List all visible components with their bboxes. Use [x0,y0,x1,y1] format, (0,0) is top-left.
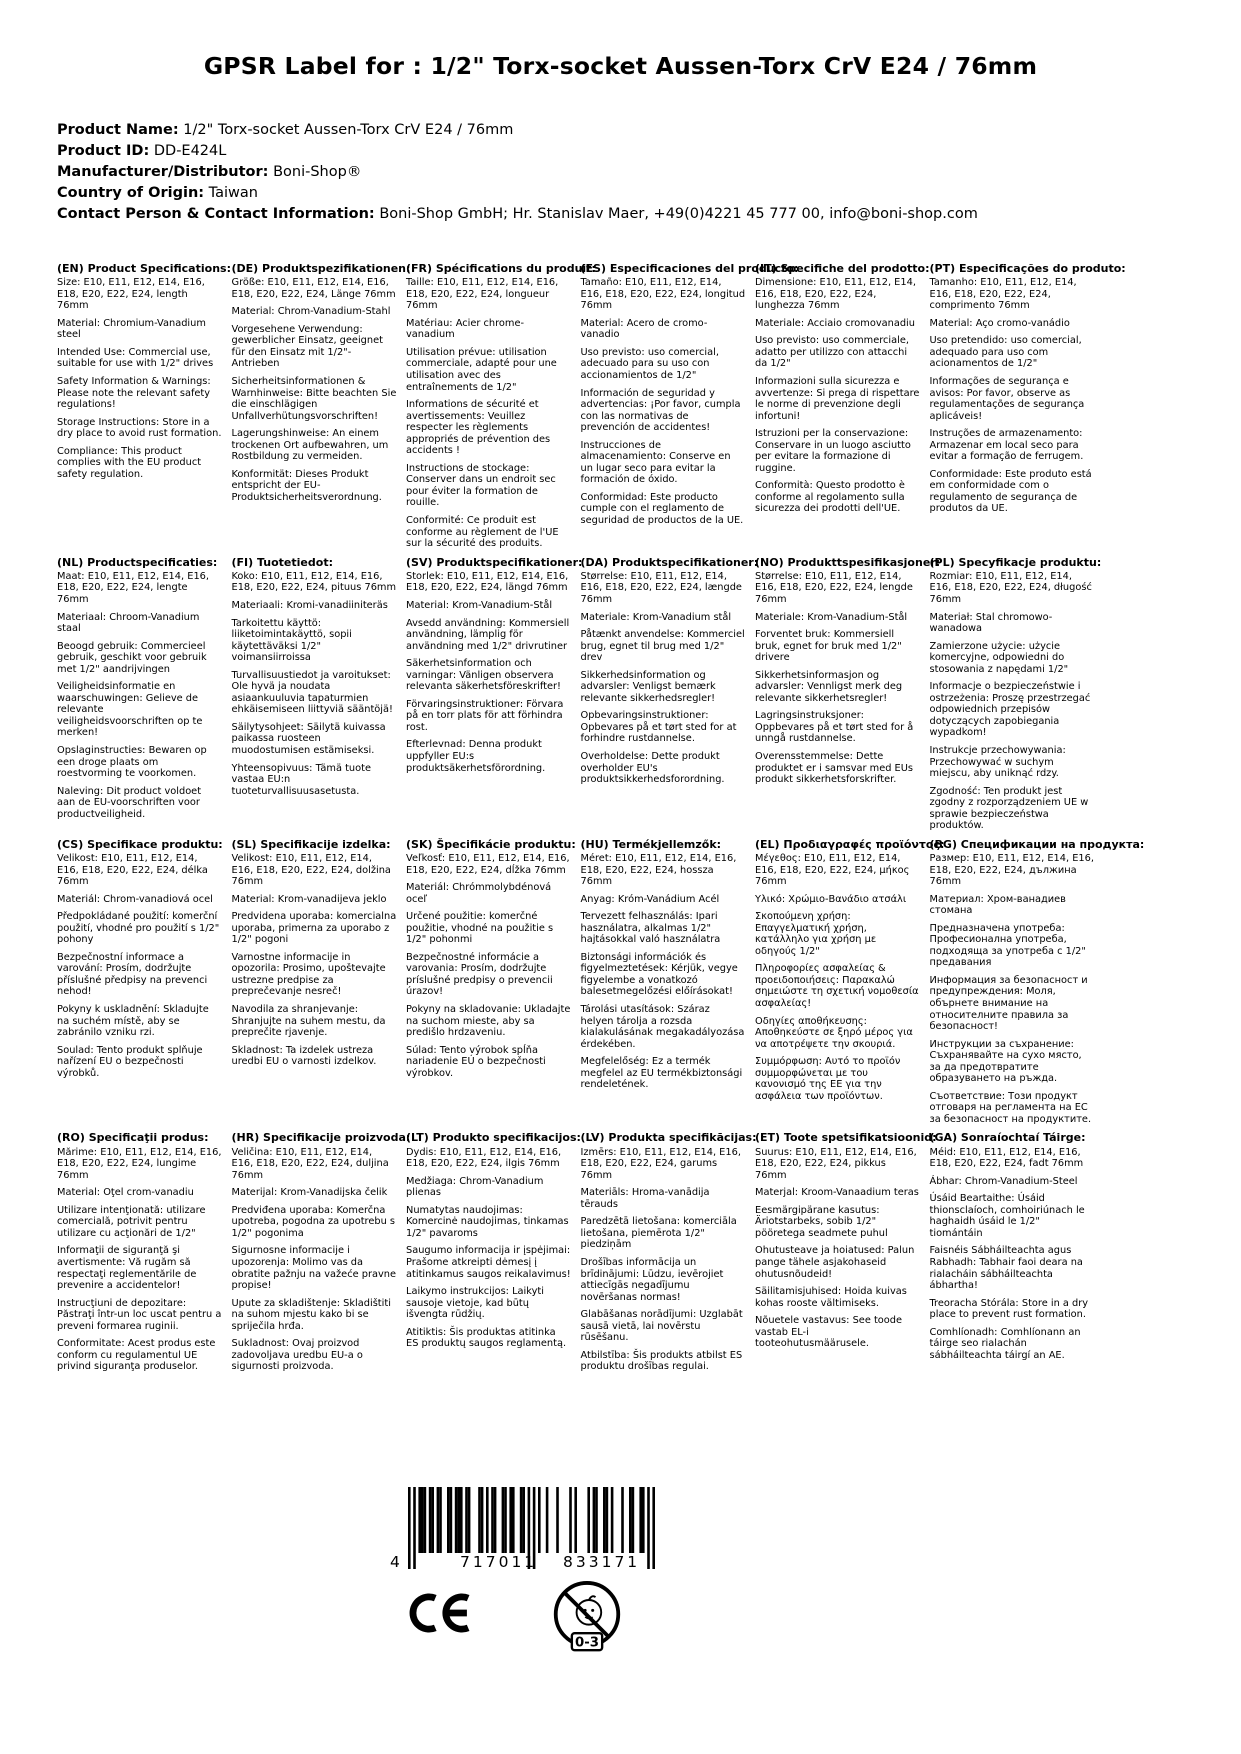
lang-block-sv [406,555,583,780]
spec-paragraph: Istruzioni per la conservazione: Conservare in un luogo asciutto per evitare la formazione di ruggine. [755,428,911,474]
product-info-line [57,162,978,183]
spec-paragraph: Material: Krom-Vanadium-Stål [406,599,553,611]
spec-paragraph: Bezpečnostné informácie a varovania: Prosím, dodržujte príslušné predpisy o prevencii úrazov! [406,951,553,998]
spec-paragraph: Información de seguridad y advertencias: ¡Por favor, cumpla con las normativas de prevención de accidentes! [580,387,741,434]
product-info [57,120,978,225]
spec-paragraph: Conformidad: Este producto cumple con el reglamento de seguridad de productos de la UE. [580,491,744,527]
spec-paragraph: Zamierzone użycie: użycie komercyjne, odpowiedni do stosowania z napędami 1/2" [929,640,1069,675]
spec-paragraph: Utilizare intenţionată: utilizare comercială, potrivit pentru utilizare cu acţionări de 1/2" [57,1204,206,1239]
spec-paragraph: Förvaringsinstruktioner: Förvara på en torr plats för att förhindra rost. [406,698,564,733]
lang-block-hr [231,1131,411,1378]
spec-paragraph: Conformità: Questo prodotto è conforme al regolamento sulla sicurezza dei prodotti dell'UE. [755,480,905,515]
lang-block-lt [406,1131,581,1355]
barcode-digit-group2: 833171 [563,1553,641,1571]
spec-paragraph: Tarkoitettu käyttö: liiketoimintakäyttö, sopii käytettäväksi 1/2" voimansiirroissa [231,617,352,664]
lang-heading: (ES) Especificaciones del producto: [580,262,799,275]
spec-paragraph: Conformité: Ce produit est conforme au règlement de l'UE sur la sécurité des produits. [406,515,559,550]
spec-paragraph: Veličina: E10, E11, E12, E14, E16, E18, E20, E22, E24, duljina 76mm [231,1146,389,1181]
spec-paragraph: Skladnost: Ta izdelek ustreza uredbi EU o varnosti izdelkov. [231,1044,377,1068]
spec-paragraph: Paredzētā lietošana: komerciāla lietošana, piemērota 1/2" piedziņām [580,1216,737,1251]
product-info-value: DD-E424L [149,143,227,159]
spec-paragraph: Säilitamisjuhised: Hoida kuivas kohas rooste vältimiseks. [755,1286,907,1309]
age-warning-label: 0-3 [575,1635,599,1651]
spec-paragraph: Informations de sécurité et avertissements: Veuillez respecter les règlements appropriés de prévention des accidents ! [406,399,551,457]
spec-paragraph: Rozmiar: E10, E11, E12, E14, E16, E18, E20, E22, E24, długość 76mm [929,570,1092,605]
spec-paragraph: Predviđena uporaba: Komerčna upotreba, pogodna za upotrebu s 1/2" pogonima [231,1204,396,1239]
spec-paragraph: Sukladnost: Ovaj proizvod zadovoljava uredbu EU-a o sigurnosti proizvoda. [231,1338,363,1373]
lang-heading: (HU) Termékjellemzők: [580,837,722,851]
spec-paragraph: Určené použitie: komerčné použitie, vhodné na použitie s 1/2" pohonmi [406,911,554,946]
spec-paragraph: Размер: E10, E11, E12, E14, E16, E18, E20, E22, E24, дължина 76mm [929,852,1094,888]
lang-block-es [580,262,799,533]
age-warning-0-3-icon [551,1578,623,1662]
spec-paragraph: Beoogd gebruik: Commercieel gebruik, geschikt voor gebruik met 1/2" aandrijvingen [57,640,207,675]
spec-paragraph: Tamanho: E10, E11, E12, E14, E16, E18, E20, E22, E24, comprimento 76mm [929,277,1077,312]
spec-paragraph: Lagerungshinweise: An einem trockenen Ort aufbewahren, um Rostbildung zu vermeiden. [231,428,389,463]
spec-paragraph: Forventet bruk: Kommersiell bruk, egnet for bruk med 1/2" drivere [755,629,902,664]
spec-paragraph: Uso previsto: uso commerciale, adatto per utilizzo con attacchi da 1/2" [755,335,910,370]
spec-paragraph: Pokyny na skladovanie: Ukladajte na suchom mieste, aby sa predišlo hrdzaveniu. [406,1004,571,1039]
spec-paragraph: Mărime: E10, E11, E12, E14, E16, E18, E20, E22, E24, lungime 76mm [57,1146,222,1181]
spec-paragraph: Предназначена употреба: Професионална употреба, подходяща за употреба с 1/2" предавания [929,922,1086,969]
spec-paragraph: Safety Information & Warnings: Please note the relevant safety regulations! [57,376,211,411]
lang-block-fr [406,262,596,556]
ce-mark-icon [408,1592,470,1638]
lang-heading: (BG) Спецификации на продукта: [929,837,1145,851]
spec-paragraph: Sicherheitsinformationen & Warnhinweise: Bitte beachten Sie die einschlägigen Unfallverhütungsvorschriften! [231,376,397,422]
spec-paragraph: Veiligheidsinformatie en waarschuwingen: Gelieve de relevante veiligheidsvoorschriften op te merken! [57,681,203,739]
product-info-value: Boni-Shop GmbH; Hr. Stanislav Maer, +49(0)4221 45 777 00, info@boni-shop.com [374,206,978,222]
spec-paragraph: Yhteensopivuus: Tämä tuote vastaa EU:n tuoteturvallisuusasetusta. [231,762,371,797]
spec-paragraph: Megfelelőség: Ez a termék megfelel az EU termékbiztonsági rendeletének. [580,1056,743,1091]
lang-heading: (DE) Produktspezifikationen: [231,262,411,275]
spec-paragraph: Numatytas naudojimas: Komercinė naudojimas, tinkamas 1/2" pavaroms [406,1204,569,1239]
spec-paragraph: Informacje o bezpieczeństwie i ostrzeżenia: Proszę przestrzegać odpowiednich przepisów dotyczących zapobiegania wypadkom! [929,681,1091,739]
spec-paragraph: Vorgesehene Verwendung: gewerblicher Einsatz, geeignet für den Einsatz mit 1/2"-Antrieben [231,323,383,370]
spec-paragraph: Σκοπούμενη χρήση: Επαγγελματική χρήση, κατάλληλο για χρήση με οδηγούς 1/2" [755,911,877,957]
spec-paragraph: Soulad: Tento produkt splňuje nařízení EU o bezpečnosti výrobků. [57,1044,203,1079]
lang-block-nl [57,556,222,827]
spec-paragraph: Съответствие: Този продукт отговаря на регламента на ЕС за безопасност на продуктите. [929,1090,1092,1125]
spec-paragraph: Sikkerhetsinformasjon og advarsler: Vennligst merk deg relevante sikkerhetsregler! [755,669,903,704]
spec-paragraph: Instrucţiuni de depozitare: Păstraţi într-un loc uscat pentru a preveni formarea ruginii. [57,1297,222,1332]
spec-paragraph: Treoracha Stórála: Store in a dry place to prevent rust formation. [929,1297,1089,1321]
lang-block-it [755,262,930,521]
product-info-line [57,120,978,141]
spec-paragraph: Size: E10, E11, E12, E14, E16, E18, E20, E22, E24, length 76mm [57,277,205,312]
spec-paragraph: Instructions de stockage: Conserver dans un endroit sec pour éviter la formation de rouille. [406,462,556,509]
spec-paragraph: Méret: E10, E11, E12, E14, E16, E18, E20, E22, E24, hossza 76mm [580,852,737,888]
spec-paragraph: Material: Krom-vanadijeva jeklo [231,893,387,905]
spec-paragraph: Saugumo informacija ir įspėjimai: Prašome atkreipti dėmesį į atitinkamus saugos reikalavimus! [406,1245,571,1280]
lang-block-en [57,262,231,486]
spec-paragraph: Informaţii de siguranţă şi avertismente: Vă rugăm să respectaţi reglementările de prevenire a accidentelor! [57,1245,197,1292]
spec-paragraph: Opslaginstructies: Bewaren op een droge plaats om roestvorming te voorkomen. [57,744,207,780]
lang-block-fi [232,556,397,803]
spec-paragraph: Materiál: Chrómmolybdénová oceľ [406,882,552,905]
spec-paragraph: Instrucciones de almacenamiento: Conserve en un lugar seco para evitar la formación de óxido. [580,439,731,486]
spec-paragraph: Predvidena uporaba: komercialna uporaba, primerna za uporabo z 1/2" pogoni [231,911,397,946]
spec-paragraph: Säkerhetsinformation och varningar: Vänligen observera relevanta säkerhetsföreskrifter! [406,658,561,693]
barcode [390,1487,655,1577]
spec-paragraph: Информация за безопасност и предупреждения: Моля, обърнете внимание на относителните правила за безопасност! [929,974,1088,1033]
lang-heading: (LT) Produkto specifikacijos: [406,1131,581,1145]
spec-paragraph: Ábhar: Chrom-Vanadium-Steel [929,1175,1078,1187]
lang-heading: (NL) Productspecificaties: [57,555,218,569]
spec-paragraph: Laikymo instrukcijos: Laikyti sausoje vietoje, kad būtų išvengta rūdžių. [406,1286,544,1321]
page-title: GPSR Label for : 1/2" Torx-socket Aussen-Torx CrV E24 / 76mm [203,52,1038,80]
spec-paragraph: Eesmärgipärane kasutus: Äriotstarbeks, sobib 1/2" pööretega seadmete puhul [755,1204,888,1239]
spec-paragraph: Anyag: Króm-Vanádium Acél [580,893,720,905]
spec-paragraph: Material: Aço cromo-vanádio [929,317,1070,329]
product-info-label: Contact Person & Contact Information: [57,206,375,222]
product-info-value: Taiwan [204,185,258,201]
lang-block-cs [57,838,222,1085]
spec-paragraph: Påtænkt anvendelse: Kommerciel brug, egnet til brug med 1/2" drev [580,629,745,664]
spec-paragraph: Materiale: Krom-Vanadium stål [580,611,732,623]
spec-paragraph: Velikost: E10, E11, E12, E14, E16, E18, E20, E22, E24, délka 76mm [57,852,208,888]
spec-paragraph: Materiaali: Kromi-vanadiiniteräs [231,599,388,611]
spec-paragraph: Οδηγίες αποθήκευσης: Αποθηκεύστε σε ξηρό μέρος για να αποτρέψετε την σκουριά. [755,1015,913,1050]
lang-heading: (EN) Product Specifications: [57,262,231,275]
spec-paragraph: Maat: E10, E11, E12, E14, E16, E18, E20, E22, E24, lengte 76mm [57,570,210,605]
spec-paragraph: Materiaal: Chroom-Vanadium staal [57,611,200,635]
spec-paragraph: Informazioni sulla sicurezza e avvertenze: Si prega di rispettare le norme di prevenzione degli infortuni! [755,376,920,422]
spec-paragraph: Pokyny k uskladnění: Skladujte na suchém místě, aby se zabránilo vzniku rzi. [57,1004,209,1039]
spec-paragraph: Instrukcje przechowywania: Przechowywać w suchym miejscu, aby uniknąć rdzy. [929,744,1066,780]
lang-heading: (SL) Specifikacije izdelka: [231,837,391,851]
barcode-digit-left: 4 [390,1553,400,1571]
spec-paragraph: Biztonsági információk és figyelmeztetések: Kérjük, vegye figyelembe a vonatkozó balesetmegelőzési előírásokat! [580,951,738,998]
spec-paragraph: Säilytysohjeet: Säilytä kuivassa paikassa ruosteen muodostumisen estämiseksi. [231,721,386,756]
lang-heading: (IT) Specifiche del prodotto: [755,262,930,275]
spec-paragraph: Zgodność: Ten produkt jest zgodny z rozporządzeniem UE w sprawie bezpieczeństwa produktów. [929,785,1089,832]
product-info-line [57,141,978,162]
lang-block-ga [930,1131,1095,1367]
spec-paragraph: Μέγεθος: E10, E11, E12, E14, E16, E18, E20, E22, E24, μήκος 76mm [755,852,910,888]
spec-paragraph: Tárolási utasítások: Száraz helyen tárolja a rozsda kialakulásának megakadályozása érdekében. [580,1004,745,1050]
spec-paragraph: Intended Use: Commercial use, suitable for use with 1/2" drives [57,346,214,370]
spec-paragraph: Conformidade: Este produto está em conformidade com o regulamento de segurança de produtos da UE. [929,468,1092,515]
spec-paragraph: Υλικό: Χρώμιο-Βανάδιο ατσάλι [755,893,907,905]
lang-heading: (LV) Produkta specifikācijas: [580,1131,757,1145]
lang-block-ro [57,1131,222,1378]
spec-paragraph: Compliance: This product complies with the EU product safety regulation. [57,445,202,480]
spec-paragraph: Drošības informācija un brīdinājumi: Lūdzu, ievērojiet attiecīgās negadījumu novēršanas normas! [580,1257,724,1303]
product-info-line [57,183,978,204]
lang-block-sk [406,837,576,1085]
lang-heading: (SV) Produktspecifikationer: [406,555,583,569]
spec-paragraph: Turvallisuustiedot ja varoitukset: Ole hyvä ja noudata asiaankuuluvia tapaturmien ehkäisemiseen liittyviä sääntöjä! [231,669,393,716]
spec-paragraph: Súlad: Tento výrobok spĺňa nariadenie EÚ o bezpečnosti výrobkov. [406,1044,546,1079]
lang-block-pl [929,555,1102,838]
product-info-label: Product Name: [57,122,179,138]
spec-paragraph: Taille: E10, E11, E12, E14, E16, E18, E20, E22, E24, longueur 76mm [406,277,559,312]
spec-paragraph: Atitiktis: Šis produktas atitinka ES produktų saugos reglamentą. [406,1326,567,1350]
spec-paragraph: Veľkosť: E10, E11, E12, E14, E16, E18, E20, E22, E24, dĺžka 76mm [406,852,570,876]
spec-paragraph: Tervezett felhasználás: Ipari használatra, alkalmas 1/2" hajtásokkal való használatra [580,911,721,946]
spec-paragraph: Avsedd användning: Kommersiell användning, lämplig för användning med 1/2" drivrutiner [406,617,570,652]
spec-paragraph: Upute za skladištenje: Skladištiti na suhom mjestu kako bi se spriječila hrđa. [231,1297,391,1332]
spec-paragraph: Größe: E10, E11, E12, E14, E16, E18, E20, E22, E24, Länge 76mm [231,277,396,300]
lang-block-lv [580,1131,757,1378]
spec-paragraph: Atbilstība: Šis produkts atbilst ES produktu drošības regulai. [580,1349,743,1373]
spec-paragraph: Varnostne informacije in opozorila: Prosimo, upoštevajte ustrezne predpise za preprečevanje nesreč! [231,951,386,998]
product-info-label: Country of Origin: [57,185,205,201]
lang-heading: (SK) Špecifikácie produktu: [406,837,576,851]
lang-heading: (NO) Produkttspesifikasjoner: [755,555,941,569]
spec-paragraph: Nõuetele vastavus: See toode vastab EL-i tooteohutusmäärusele. [755,1315,903,1350]
spec-paragraph: Navodila za shranjevanje: Shranjujte na suhem mestu, da preprečite rjavenje. [231,1004,386,1039]
spec-paragraph: Sigurnosne informacije i upozorenja: Molimo vas da obratite pažnju na važeće pravne propise! [231,1245,397,1292]
lang-heading: (EL) Προδιαγραφές προϊόντος: [755,837,945,851]
product-info-label: Product ID: [57,143,150,159]
spec-paragraph: Opbevaringsinstruktioner: Opbevares på et tørt sted for at forhindre rustdannelse. [580,710,737,745]
spec-paragraph: Efterlevnad: Denna produkt uppfyller EU:s produktsäkerhetsförordning. [406,739,546,774]
spec-paragraph: Glabāšanas norādījumi: Uzglabāt sausā vietā, lai novērstu rūsēšanu. [580,1309,743,1344]
spec-paragraph: Material: Acero de cromo-vanadio [580,317,708,341]
spec-paragraph: Conformitate: Acest produs este conform cu regulamentul UE privind siguranţa produselor. [57,1338,216,1373]
product-info-line [57,204,978,225]
spec-paragraph: Material: Chrom-Vanadium-Stahl [231,306,391,318]
spec-paragraph: Tamaño: E10, E11, E12, E14, E16, E18, E20, E22, E24, longitud 76mm [580,277,746,312]
spec-paragraph: Úsáid Beartaithe: Úsáid thionsclaíoch, comhoiriúnach le haghaidh úsáid le 1/2" tiomántáin [929,1193,1085,1239]
lang-heading: (RO) Specificaţii produs: [57,1131,209,1145]
spec-paragraph: Materiale: Acciaio cromovanadiu [755,317,915,329]
spec-paragraph: Utilisation prévue: utilisation commerciale, adapté pour une utilisation avec des entraînements de 1/2" [406,346,557,393]
spec-paragraph: Faisnéis Sábháilteachta agus Rabhadh: Tabhair faoi deara na rialacháin sábháilteachta ábhartha! [929,1245,1083,1292]
spec-paragraph: Storage Instructions: Store in a dry place to avoid rust formation. [57,416,222,440]
spec-paragraph: Материал: Хром-ванадиев стомана [929,893,1066,917]
lang-block-no [755,555,941,792]
lang-heading: (ET) Toote spetsifikatsioonid: [755,1131,937,1145]
spec-paragraph: Lagringsinstruksjoner: Oppbevares på et tørt sted for å unngå rustdannelse. [755,710,914,745]
spec-paragraph: Uso previsto: uso comercial, adecuado para su uso con accionamientos de 1/2" [580,346,719,382]
spec-paragraph: Størrelse: E10, E11, E12, E14, E16, E18, E20, E22, E24, lengde 76mm [755,570,913,605]
spec-paragraph: Bezpečnostní informace a varování: Prosím, dodržujte příslušné předpisy na prevenci nehod! [57,951,208,998]
barcode-digit-group1: 717011 [460,1553,538,1571]
spec-paragraph: Materiał: Stal chromowo-wanadowa [929,611,1053,635]
spec-paragraph: Předpokládané použití: komerční použití, vhodné pro použití s 1/2" pohony [57,911,220,946]
language-specifications-grid [57,262,1145,1379]
spec-paragraph: Størrelse: E10, E11, E12, E14, E16, E18, E20, E22, E24, længde 76mm [580,570,742,605]
product-info-label: Manufacturer/Distributor: [57,164,269,180]
spec-paragraph: Naleving: Dit product voldoet aan de EU-voorschriften voor productveiligheid. [57,785,202,820]
spec-paragraph: Medžiaga: Chrom-Vanadium plienas [406,1175,544,1199]
spec-paragraph: Uso pretendido: uso comercial, adequado para uso com acionamentos de 1/2" [929,335,1082,370]
lang-block-pt [929,262,1126,521]
lang-block-da [580,555,759,792]
spec-paragraph: Πληροφορίες ασφαλείας & προειδοποιήσεις: Παρακαλώ σημειώστε τη σχετική νομοθεσία ασφαλείας! [755,963,919,1009]
lang-heading: (HR) Specifikacije proizvoda: [231,1131,411,1145]
spec-paragraph: Méid: E10, E11, E12, E14, E16, E18, E20, E22, E24, fadt 76mm [929,1146,1084,1170]
spec-paragraph: Materiale: Krom-Vanadium-Stål [755,611,908,623]
lang-heading: (FI) Tuotetiedot: [231,555,333,569]
lang-block-el [755,837,945,1109]
lang-block-bg [929,837,1145,1132]
spec-paragraph: Izmērs: E10, E11, E12, E14, E16, E18, E20, E22, E24, garums 76mm [580,1146,741,1181]
spec-paragraph: Velikost: E10, E11, E12, E14, E16, E18, E20, E22, E24, dolžina 76mm [231,852,391,888]
spec-paragraph: Informações de segurança e avisos: Por favor, observe as regulamentações de segurança aplicáveis! [929,376,1085,422]
lang-heading: (GA) Sonraíochtaí Táirge: [929,1131,1086,1145]
lang-heading: (PT) Especificações do produto: [929,262,1126,275]
spec-paragraph: Dimensione: E10, E11, E12, E14, E16, E18, E20, E22, E24, lunghezza 76mm [755,277,916,312]
spec-paragraph: Materjal: Kroom-Vanaadium teras [755,1187,919,1199]
lang-heading: (PL) Specyfikacje produktu: [929,555,1102,569]
lang-heading: (CS) Specifikace produktu: [57,837,223,851]
spec-paragraph: Συμμόρφωση: Αυτό το προϊόν συμμορφώνεται με του κανονισμό της ΕΕ για την ασφάλεια των προϊόντων. [755,1056,901,1102]
spec-paragraph: Инструкции за съхранение: Съхранявайте на сухо място, за да предотвратите образуването на ръжда. [929,1038,1082,1085]
spec-paragraph: Overholdelse: Dette produkt overholder EU's produktsikkerhedsforordning. [580,750,725,786]
spec-paragraph: Comhlíonadh: Comhlíonann an táirge seo rialachán sábháilteachta táirgí an AE. [929,1326,1081,1361]
spec-paragraph: Materijal: Krom-Vanadijska čelik [231,1187,388,1199]
spec-paragraph: Overensstemmelse: Dette produktet er i samsvar med EUs produkt sikkerhetsforskrifter. [755,750,914,786]
spec-paragraph: Konformität: Dieses Produkt entspricht der EU-Produktsicherheitsverordnung. [231,468,382,503]
spec-paragraph: Koko: E10, E11, E12, E14, E16, E18, E20, E22, E24, pituus 76mm [231,570,397,594]
spec-paragraph: Dydis: E10, E11, E12, E14, E16, E18, E20, E22, E24, ilgis 76mm [406,1146,562,1170]
lang-block-et [755,1131,937,1355]
lang-block-hu [581,838,746,1097]
lang-heading: (FR) Spécifications du produit: [406,262,596,275]
lang-heading: (DA) Produktspecifikationer: [580,555,759,569]
spec-paragraph: Materiál: Chrom-vanadiová ocel [57,893,213,905]
product-info-value: Boni-Shop® [268,164,362,180]
spec-paragraph: Instruções de armazenamento: Armazenar em local seco para evitar a formação de ferrugem. [929,428,1084,463]
spec-paragraph: Ohutusteave ja hoiatused: Palun pange tähele asjakohaseid ohutusnõudeid! [755,1245,915,1280]
spec-paragraph: Material: Chromium-Vanadium steel [57,317,206,341]
spec-paragraph: Sikkerhedsinformation og advarsler: Venligst bemærk relevante sikkerhedsregler! [580,669,716,704]
spec-paragraph: Suurus: E10, E11, E12, E14, E16, E18, E20, E22, E24, pikkus 76mm [755,1146,917,1181]
lang-block-sl [232,838,397,1074]
spec-paragraph: Materiāls: Hroma-vanādija tērauds [580,1187,710,1210]
spec-paragraph: Storlek: E10, E11, E12, E14, E16, E18, E20, E22, E24, längd 76mm [406,570,569,594]
product-info-value: 1/2" Torx-socket Aussen-Torx CrV E24 / 76mm [178,122,514,138]
spec-paragraph: Matériau: Acier chrome-vanadium [406,317,525,341]
spec-paragraph: Material: Oţel crom-vanadiu [57,1187,194,1199]
lang-block-de [231,262,411,509]
